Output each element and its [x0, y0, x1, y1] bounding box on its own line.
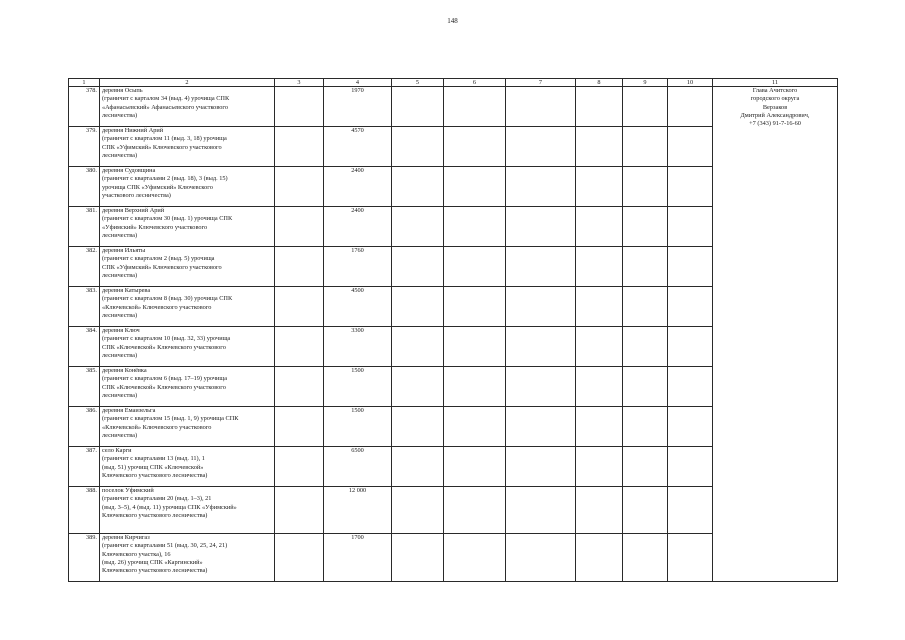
settlement-description [100, 407, 275, 447]
contact-line: +7 (343) 91-7-16-60 [749, 120, 801, 128]
empty-cell [392, 447, 444, 487]
empty-cell [576, 247, 623, 287]
empty-cell [392, 487, 444, 534]
empty-cell [506, 207, 576, 247]
description-line: лесничества) [102, 271, 138, 279]
empty-cell [444, 87, 506, 127]
description-line: (граничит с кварталом 10 (выд. 32, 33) урочища [102, 335, 231, 343]
description-line: (граничит с кварталами 13 (выд. 11), 1 [102, 455, 205, 463]
empty-cell [506, 534, 576, 582]
settlement-description [100, 167, 275, 207]
empty-cell [576, 367, 623, 407]
empty-cell [275, 447, 324, 487]
row-number: 384. [69, 327, 100, 367]
empty-cell [392, 327, 444, 367]
empty-cell [506, 87, 576, 127]
contact-line: Верзаков [762, 103, 788, 111]
description-line: село Карги [102, 447, 132, 454]
empty-cell [506, 447, 576, 487]
description-line: (граничит с кварталом 6 (выд. 17–19) урочища [102, 375, 228, 383]
description-line: СПК «Ключевской» Ключевского участкового [102, 383, 226, 391]
responsible-contact [713, 87, 838, 582]
description-line: Ключевского участкового лесничества) [102, 567, 208, 575]
settlement-description [100, 487, 275, 534]
row-number: 388. [69, 487, 100, 534]
description-line: лесничества) [102, 431, 138, 439]
description-line: СПК «Ключевской» Ключевского участкового [102, 343, 226, 351]
description-line: (граничит с кварталами 2 (выд. 18), 3 (выд. 15) [102, 175, 228, 183]
empty-cell [576, 534, 623, 582]
column-header: 7 [506, 79, 576, 87]
empty-cell [623, 327, 668, 367]
area-value: 4500 [324, 287, 392, 327]
description-line: лесничества) [102, 151, 138, 159]
area-value: 3300 [324, 327, 392, 367]
empty-cell [576, 127, 623, 167]
description-line: деревня Катырева [102, 287, 151, 294]
empty-cell [506, 247, 576, 287]
description-line: «Ключевской» Ключевского участкового [102, 303, 212, 311]
empty-cell [623, 167, 668, 207]
empty-cell [668, 287, 713, 327]
description-line: (выд. 3–5), 4 (выд. 11) урочища СПК «Уфимский» [102, 503, 237, 511]
empty-cell [392, 287, 444, 327]
area-value: 1760 [324, 247, 392, 287]
description-line: (выд. 51) урочищ СПК «Ключевской» [102, 463, 204, 471]
description-line: деревня Осыпь [102, 87, 143, 94]
page-number: 148 [447, 17, 458, 25]
empty-cell [668, 87, 713, 127]
empty-cell [576, 447, 623, 487]
empty-cell [576, 87, 623, 127]
settlement-description [100, 127, 275, 167]
area-value: 2400 [324, 207, 392, 247]
empty-cell [275, 367, 324, 407]
empty-cell [623, 127, 668, 167]
empty-cell [392, 247, 444, 287]
empty-cell [275, 407, 324, 447]
empty-cell [275, 287, 324, 327]
column-header: 6 [444, 79, 506, 87]
description-line: Ключевского участкового лесничества) [102, 511, 208, 519]
description-line: «Ключевской» Ключевского участкового [102, 423, 212, 431]
empty-cell [444, 534, 506, 582]
description-line: урочища СПК «Уфимский» Ключевского [102, 183, 213, 191]
column-header: 2 [100, 79, 275, 87]
row-number: 385. [69, 367, 100, 407]
empty-cell [444, 447, 506, 487]
area-value: 12 000 [324, 487, 392, 534]
empty-cell [275, 327, 324, 367]
empty-cell [444, 487, 506, 534]
empty-cell [444, 407, 506, 447]
empty-cell [623, 407, 668, 447]
description-line: (граничит с кварталом 2 (выд. 5) урочища [102, 255, 215, 263]
empty-cell [444, 167, 506, 207]
description-line: лесничества) [102, 311, 138, 319]
description-line: (граничит с кварталом 8 (выд. 30) урочища СПК [102, 295, 233, 303]
description-line: Ключевского участкового лесничества) [102, 471, 208, 479]
contact-line: Дмитрий Александрович, [740, 111, 810, 119]
description-line: (граничит с кварталами 51 (выд. 30, 25, 24, 21) [102, 542, 228, 550]
empty-cell [668, 447, 713, 487]
empty-cell [392, 367, 444, 407]
description-line: лесничества) [102, 391, 138, 399]
empty-cell [506, 407, 576, 447]
empty-cell [275, 247, 324, 287]
empty-cell [668, 534, 713, 582]
empty-cell [576, 287, 623, 327]
description-line: СПК «Уфимский» Ключевского участкового [102, 263, 222, 271]
empty-cell [392, 167, 444, 207]
area-value: 6500 [324, 447, 392, 487]
column-header: 4 [324, 79, 392, 87]
settlement-description [100, 447, 275, 487]
description-line: деревня Конёвка [102, 367, 147, 374]
empty-cell [506, 367, 576, 407]
description-line: (граничит с кварталами 20 (выд. 1–3), 21 [102, 495, 212, 503]
empty-cell [668, 207, 713, 247]
empty-cell [668, 327, 713, 367]
description-line: лесничества) [102, 111, 138, 119]
settlements-table [68, 78, 838, 582]
settlement-description [100, 87, 275, 127]
empty-cell [444, 247, 506, 287]
table-row [69, 87, 838, 127]
empty-cell [623, 207, 668, 247]
description-line: деревня Нижний Арий [102, 127, 164, 134]
empty-cell [668, 167, 713, 207]
column-header: 8 [576, 79, 623, 87]
column-header: 1 [69, 79, 100, 87]
empty-cell [576, 207, 623, 247]
area-value: 4570 [324, 127, 392, 167]
description-line: (выд. 26) урочищ СПК «Каргинский» [102, 558, 203, 566]
empty-cell [576, 167, 623, 207]
description-line: лесничества) [102, 351, 138, 359]
description-line: (граничит с кварталом 30 (выд. 1) урочища СПК [102, 215, 233, 223]
empty-cell [623, 367, 668, 407]
empty-cell [275, 127, 324, 167]
empty-cell [506, 167, 576, 207]
empty-cell [668, 127, 713, 167]
area-value: 1700 [324, 534, 392, 582]
description-line: деревня Ключ [102, 327, 140, 334]
row-number: 380. [69, 167, 100, 207]
empty-cell [444, 367, 506, 407]
empty-cell [668, 407, 713, 447]
empty-cell [668, 367, 713, 407]
description-line: деревня Судовщина [102, 167, 156, 174]
table-header-row [69, 79, 838, 87]
settlement-description [100, 327, 275, 367]
settlement-description [100, 367, 275, 407]
description-line: деревня Ильяты [102, 247, 146, 254]
description-line: (граничит с карталом 34 (выд. 4) урочища СПК [102, 95, 230, 103]
empty-cell [275, 487, 324, 534]
empty-cell [506, 127, 576, 167]
settlement-description [100, 247, 275, 287]
empty-cell [576, 407, 623, 447]
area-value: 1970 [324, 87, 392, 127]
empty-cell [392, 87, 444, 127]
empty-cell [392, 127, 444, 167]
row-number: 387. [69, 447, 100, 487]
contact-line: городского округа [750, 95, 800, 103]
description-line: (граничит с кварталом 15 (выд. 1, 9) урочища СПК [102, 415, 239, 423]
empty-cell [444, 127, 506, 167]
empty-cell [444, 207, 506, 247]
column-header: 9 [623, 79, 668, 87]
area-value: 1500 [324, 407, 392, 447]
row-number: 378. [69, 87, 100, 127]
description-line: деревня Верхний Арий [102, 207, 165, 214]
row-number: 381. [69, 207, 100, 247]
settlement-description [100, 287, 275, 327]
description-line: Ключевского участка), 16 [102, 550, 171, 558]
empty-cell [576, 487, 623, 534]
column-header: 10 [668, 79, 713, 87]
empty-cell [392, 407, 444, 447]
row-number: 389. [69, 534, 100, 582]
description-line: «Уфимский» Ключевского участкового [102, 223, 208, 231]
description-line: лесничества) [102, 231, 138, 239]
empty-cell [275, 87, 324, 127]
column-header: 5 [392, 79, 444, 87]
row-number: 379. [69, 127, 100, 167]
empty-cell [668, 487, 713, 534]
empty-cell [506, 487, 576, 534]
settlement-description [100, 207, 275, 247]
description-line: деревня Кирчигаз [102, 534, 150, 541]
contact-line: Глава Ачитского [752, 87, 798, 94]
empty-cell [392, 534, 444, 582]
empty-cell [623, 247, 668, 287]
empty-cell [506, 287, 576, 327]
empty-cell [623, 447, 668, 487]
empty-cell [623, 287, 668, 327]
area-value: 2400 [324, 167, 392, 207]
description-line: СПК «Уфимский» Ключевского участкового [102, 143, 222, 151]
empty-cell [275, 167, 324, 207]
empty-cell [275, 207, 324, 247]
row-number: 383. [69, 287, 100, 327]
description-line: «Афанасьевский» Афанасьевского участкового [102, 103, 228, 111]
empty-cell [623, 534, 668, 582]
empty-cell [623, 87, 668, 127]
description-line: деревня Емаизельга [102, 407, 156, 414]
column-header: 3 [275, 79, 324, 87]
description-line: участкового лесничества) [102, 191, 171, 199]
settlement-description [100, 534, 275, 582]
empty-cell [392, 207, 444, 247]
description-line: (граничит с кварталом 11 (выд. 3, 18) урочища [102, 135, 227, 143]
area-value: 1500 [324, 367, 392, 407]
empty-cell [275, 534, 324, 582]
row-number: 386. [69, 407, 100, 447]
empty-cell [576, 327, 623, 367]
empty-cell [444, 327, 506, 367]
row-number: 382. [69, 247, 100, 287]
empty-cell [623, 487, 668, 534]
empty-cell [444, 287, 506, 327]
empty-cell [668, 247, 713, 287]
description-line: поселок Уфимский [102, 487, 154, 494]
empty-cell [506, 327, 576, 367]
column-header: 11 [713, 79, 838, 87]
